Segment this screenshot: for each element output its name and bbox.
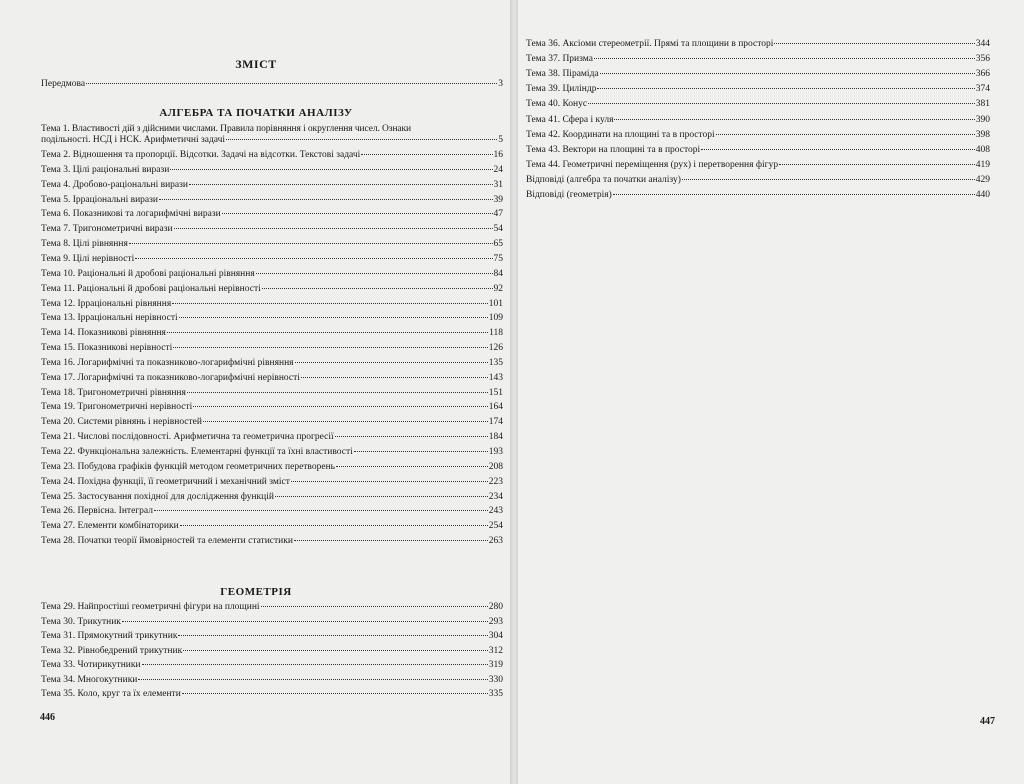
leader-dots [135, 258, 492, 259]
leader-dots [779, 164, 975, 165]
toc-entry [41, 388, 503, 399]
leader-dots [295, 362, 488, 363]
leader-dots [180, 525, 488, 526]
toc-entry-page: 84 [493, 268, 503, 279]
toc-entry-page: 319 [488, 660, 503, 670]
toc-entry-page: 293 [488, 616, 503, 627]
toc-entry [41, 432, 503, 443]
leader-dots [154, 510, 488, 511]
toc-entry [41, 536, 503, 547]
toc-entry [41, 521, 503, 532]
toc-entry-label: Тема 5. Ірраціональні вирази [41, 194, 158, 205]
toc-entry [41, 617, 503, 628]
toc-entry [41, 447, 503, 458]
toc-entry [41, 492, 503, 503]
toc-entry-label: Відповіді (алгебра та початки аналізу) [526, 174, 681, 185]
preface-entry [41, 79, 503, 90]
toc-entry-label: Тема 3. Цілі раціональні вирази [41, 164, 170, 175]
toc-entry-label: Тема 36. Аксіоми стереометрії. Прямі та площини в просторі [526, 39, 774, 49]
right-page [518, 0, 1024, 784]
leader-dots [187, 392, 488, 393]
leader-dots [142, 664, 488, 665]
toc-entry-label: Тема 35. Коло, круг та їх елементи [41, 689, 181, 699]
toc-entry [41, 462, 503, 473]
toc-entry-label: Тема 13. Ірраціональні нерівності [41, 313, 178, 324]
leader-dots [261, 606, 488, 607]
preface-page: 3 [498, 79, 503, 89]
toc-entry-label: Тема 27. Елементи комбінаторики [41, 521, 179, 532]
leader-dots [86, 83, 497, 84]
toc-entry-label: Тема 14. Показникові рівняння [41, 328, 166, 339]
toc-entry-page: 344 [975, 39, 990, 49]
toc-entry-page: 429 [975, 174, 990, 185]
toc-entry-page: 254 [488, 521, 503, 532]
toc-entry [41, 150, 503, 161]
right-page-number: 447 [980, 716, 995, 727]
leader-dots [716, 134, 975, 135]
toc-entry-page: 16 [493, 150, 503, 160]
leader-dots [600, 73, 975, 74]
toc-entry [526, 39, 990, 50]
toc-title: ЗМІСТ [235, 57, 277, 71]
toc-entry-label: Тема 2. Відношення та пропорції. Відсотки. Задачі на відсотки. Текстові задачі [41, 150, 361, 160]
leader-dots [336, 466, 488, 467]
toc-entry-page: 419 [975, 159, 990, 170]
toc-entry-page: 263 [488, 536, 503, 547]
toc-entry-page: 47 [493, 209, 503, 220]
toc-entry-label: Тема 42. Координати на площині та в просторі [526, 129, 715, 140]
toc-entry-label: Тема 8. Цілі рівняння [41, 239, 128, 250]
toc-entry [526, 84, 990, 95]
leader-dots [701, 149, 975, 150]
leader-dots [361, 154, 492, 155]
toc-entry-page: 101 [488, 298, 503, 309]
toc-entry-label: Тема 29. Найпростіші геометричні фігури на площині [41, 602, 260, 612]
toc-entry [41, 284, 503, 295]
leader-dots [275, 496, 488, 497]
toc-entry-label: Тема 4. Дробово-раціональні вирази [41, 179, 188, 190]
leader-dots [182, 693, 488, 694]
toc-entry-page: 366 [975, 69, 990, 80]
toc-entry-page: 312 [488, 645, 503, 656]
leader-dots [179, 317, 488, 318]
toc-entry-label: Тема 7. Тригонометричні вирази [41, 224, 173, 235]
toc-entry-page: 280 [488, 602, 503, 612]
algebra-heading: АЛГЕБРА ТА ПОЧАТКИ АНАЛІЗУ [159, 107, 353, 119]
toc-entry [526, 130, 990, 141]
toc-entry-label: Тема 28. Початки теорії ймовірностей та елементи статистики [41, 536, 293, 547]
leader-dots [226, 139, 497, 140]
toc-entry-label: Тема 33. Чотирикутники [41, 660, 141, 670]
leader-dots [138, 679, 487, 680]
leader-dots [614, 119, 974, 120]
toc-entry-label: Тема 10. Раціональні й дробові раціональні рівняння [41, 268, 255, 279]
toc-entry [41, 269, 503, 280]
toc-entry-page: 243 [488, 506, 503, 517]
toc-entry-page: 118 [489, 328, 503, 339]
leader-dots [174, 228, 493, 229]
toc-entry-label: Тема 22. Функціональна залежність. Елементарні функції та їхні властивості [41, 447, 353, 457]
leader-dots [256, 273, 493, 274]
toc-entry-label: Тема 37. Призма [526, 54, 593, 65]
toc-entry-page: 135 [488, 357, 503, 368]
toc-entry-page: 223 [488, 476, 503, 487]
toc-entry-label: Тема 19. Тригонометричні нерівності [41, 402, 193, 413]
toc-entry-label: Тема 18. Тригонометричні рівняння [41, 387, 186, 398]
toc-entry [526, 115, 990, 126]
leader-dots [173, 347, 487, 348]
toc-entry-label: Тема 16. Логарифмічні та показниково-логарифмічні рівняння [41, 357, 294, 368]
toc-entry-label: Тема 34. Многокутники [41, 674, 138, 685]
leader-dots [774, 43, 974, 44]
leader-dots [301, 377, 488, 378]
toc-entry [41, 195, 503, 206]
toc-entry-page: 193 [488, 447, 503, 457]
toc-entry [526, 54, 990, 65]
toc-entry-page: 92 [493, 283, 503, 294]
leader-dots [222, 213, 493, 214]
leader-dots [294, 540, 488, 541]
topic-1-entry [41, 123, 503, 146]
topic-1-page: 5 [498, 135, 503, 145]
toc-entry-page: 184 [488, 432, 503, 443]
toc-entry [526, 69, 990, 80]
toc-entry-label: Тема 26. Первісна. Інтеграл [41, 506, 153, 517]
leader-dots [594, 58, 975, 59]
toc-entry [41, 631, 503, 642]
toc-entry [41, 477, 503, 488]
toc-entry-page: 65 [493, 239, 503, 250]
toc-entry-page: 440 [975, 190, 990, 200]
toc-entry-page: 408 [975, 144, 990, 155]
leader-dots [262, 288, 493, 289]
leader-dots [167, 332, 488, 333]
toc-entry-page: 374 [975, 84, 990, 95]
toc-entry-label: Тема 31. Прямокутний трикутник [41, 631, 178, 641]
toc-entry [41, 313, 503, 324]
toc-entry-label: Тема 40. Конус [526, 99, 588, 110]
toc-entry-label: Тема 23. Побудова графіків функцій методом геометричних перетворень [41, 461, 335, 472]
toc-entry [41, 660, 503, 671]
toc-entry-label: Тема 39. Циліндр [526, 84, 597, 95]
leader-dots [172, 303, 488, 304]
toc-entry-page: 31 [493, 179, 503, 190]
toc-entry-page: 398 [975, 129, 990, 140]
toc-entry [41, 373, 503, 384]
leader-dots [189, 184, 493, 185]
toc-entry [526, 175, 990, 186]
toc-entry [41, 165, 503, 176]
toc-entry [41, 402, 503, 413]
toc-entry [41, 299, 503, 310]
topic-1-line-1: Тема 1. Властивості дій з дійсними числами. Правила порівняння і округлення чисел. Ознаки [41, 124, 412, 134]
toc-entry-page: 164 [488, 402, 503, 413]
toc-entry-label: Тема 32. Рівнобедрений трикутник [41, 645, 183, 656]
toc-entry-page: 75 [493, 253, 503, 264]
toc-entry [41, 254, 503, 265]
toc-entry [41, 239, 503, 250]
toc-entry-label: Відповіді (геометрія) [526, 190, 612, 200]
leader-dots [291, 481, 488, 482]
leader-dots [183, 650, 488, 651]
toc-entry-page: 143 [488, 372, 503, 383]
toc-entry [41, 602, 503, 613]
topic-1-line-2: подільності. НСД і НСК. Арифметичні задачі [41, 135, 226, 145]
leader-dots [159, 199, 493, 200]
toc-entry-label: Тема 30. Трикутник [41, 616, 121, 627]
toc-entry [41, 180, 503, 191]
toc-entry-page: 356 [975, 54, 990, 65]
leader-dots [613, 194, 975, 195]
leader-dots [178, 635, 487, 636]
toc-entry [41, 646, 503, 657]
toc-entry-page: 126 [488, 343, 503, 354]
geometry-heading: ГЕОМЕТРІЯ [220, 586, 292, 598]
toc-entry-page: 390 [975, 114, 990, 125]
toc-entry-label: Тема 44. Геометричні переміщення (рух) і перетворення фігур [526, 159, 779, 170]
toc-entry [526, 160, 990, 171]
toc-entry-page: 208 [488, 461, 503, 472]
leader-dots [193, 406, 488, 407]
toc-entry-page: 330 [488, 674, 503, 685]
toc-entry-label: Тема 12. Ірраціональні рівняння [41, 298, 172, 309]
toc-entry-page: 335 [488, 689, 503, 699]
leader-dots [122, 621, 488, 622]
toc-entry-page: 174 [488, 417, 503, 428]
toc-entry [41, 343, 503, 354]
toc-entry-page: 24 [493, 164, 503, 175]
toc-entry-page: 304 [488, 631, 503, 641]
toc-entry-page: 39 [493, 194, 503, 205]
leader-dots [588, 103, 975, 104]
toc-entry-page: 381 [975, 99, 990, 110]
toc-entry-label: Тема 21. Числові послідовності. Арифметична та геометрична прогресії [41, 432, 334, 443]
leader-dots [354, 451, 488, 452]
toc-entry [41, 675, 503, 686]
toc-entry [41, 209, 503, 220]
leader-dots [203, 421, 488, 422]
toc-entry-label: Тема 38. Піраміда [526, 69, 599, 80]
toc-entry-label: Тема 9. Цілі нерівності [41, 253, 135, 264]
toc-entry-label: Тема 11. Раціональні й дробові раціональні нерівності [41, 283, 261, 294]
left-page-number: 446 [40, 712, 55, 723]
toc-entry-label: Тема 20. Системи рівнянь і нерівностей [41, 417, 202, 428]
toc-entry [41, 358, 503, 369]
toc-entry [526, 190, 990, 201]
toc-entry-label: Тема 17. Логарифмічні та показниково-логарифмічні нерівності [41, 372, 300, 383]
toc-entry [41, 689, 503, 700]
leader-dots [170, 169, 492, 170]
toc-entry [41, 417, 503, 428]
toc-entry [526, 99, 990, 110]
leader-dots [682, 179, 975, 180]
toc-entry [41, 224, 503, 235]
toc-entry-page: 234 [488, 491, 503, 502]
toc-entry-page: 151 [488, 387, 503, 398]
toc-entry-label: Тема 41. Сфера і куля [526, 114, 614, 125]
toc-entry [41, 328, 503, 339]
preface-label: Передмова [41, 79, 86, 89]
toc-entry-label: Тема 6. Показникові та логарифмічні вирази [41, 209, 221, 220]
leader-dots [129, 243, 493, 244]
leader-dots [335, 436, 488, 437]
toc-entry-page: 54 [493, 224, 503, 235]
toc-entry-label: Тема 15. Показникові нерівності [41, 343, 173, 354]
toc-entry [526, 145, 990, 156]
toc-entry-page: 109 [488, 313, 503, 324]
toc-entry-label: Тема 24. Похідна функції, її геометричний і механічний зміст [41, 476, 290, 487]
toc-entry [41, 506, 503, 517]
leader-dots [597, 88, 974, 89]
toc-entry-label: Тема 25. Застосування похідної для дослідження функцій [41, 491, 274, 502]
toc-entry-label: Тема 43. Вектори на площині та в просторі [526, 144, 701, 155]
